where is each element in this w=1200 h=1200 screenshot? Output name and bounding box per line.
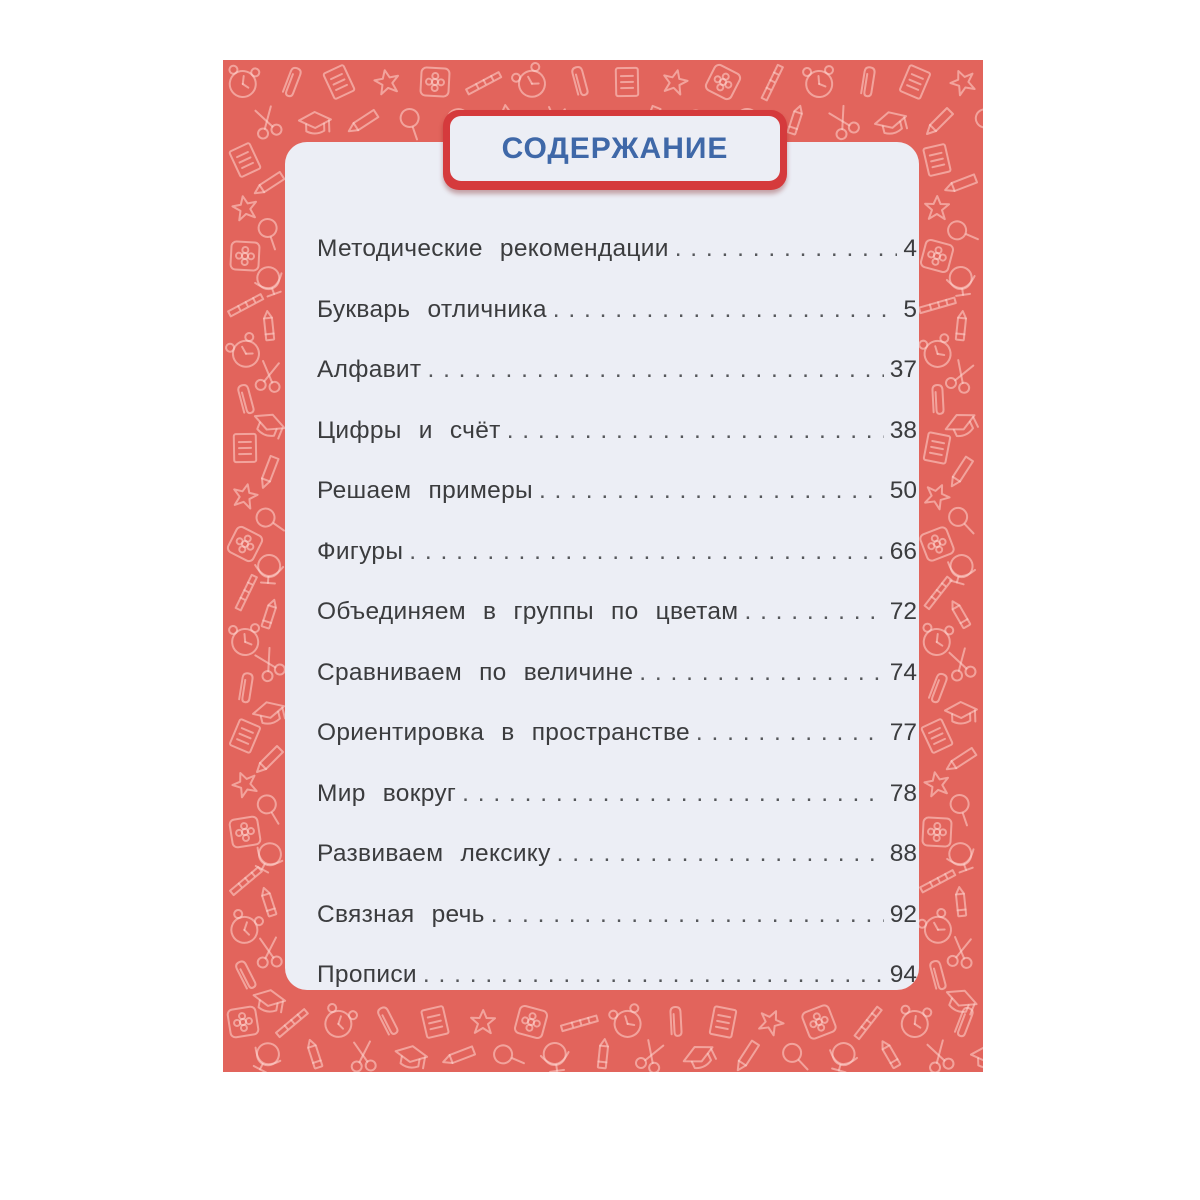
alarm-clock-icon <box>226 909 264 947</box>
toc-entry <box>317 417 917 453</box>
toc-entry-title: Цифры и счёт <box>317 416 501 444</box>
toc-page-number: 88 <box>889 840 917 867</box>
pencil-icon <box>927 108 953 134</box>
graduation-cap-icon <box>680 1040 718 1072</box>
pencil-icon <box>349 106 380 137</box>
globe-icon <box>945 265 977 297</box>
book-page <box>223 60 983 1072</box>
paperclip-icon <box>235 960 257 990</box>
star-icon <box>471 1010 495 1033</box>
scissors-icon <box>350 1041 376 1072</box>
alarm-clock-icon <box>803 66 836 99</box>
paperclip-icon <box>282 67 302 98</box>
toc-entry <box>317 598 917 634</box>
toc-entry-title: Объединяем в группы по цветам <box>317 598 739 625</box>
alarm-clock-icon <box>917 908 958 949</box>
toc-leader-dots <box>409 538 883 566</box>
alarm-clock-icon <box>320 1003 358 1041</box>
toc-page-number: 38 <box>889 416 917 444</box>
alarm-clock-icon <box>229 624 262 657</box>
toc-entry-title: Сравниваем по величине <box>317 658 634 686</box>
alarm-clock-icon <box>608 1003 645 1040</box>
toc-entry <box>317 780 917 816</box>
toc-entry-title: Ориентировка в пространстве <box>317 719 690 746</box>
graduation-cap-icon <box>251 987 286 1014</box>
alarm-clock-icon <box>898 1005 931 1038</box>
graduation-cap-icon <box>393 1043 428 1070</box>
scissors-icon <box>255 360 283 392</box>
paperclip-icon <box>377 1006 399 1036</box>
crayon-icon <box>306 1039 323 1069</box>
toc-entry-title: Фигуры <box>317 537 404 565</box>
graduation-cap-icon <box>971 1045 983 1068</box>
scissors-icon <box>946 647 977 681</box>
notebook-icon <box>323 65 355 100</box>
alarm-clock-icon <box>511 62 552 103</box>
toc-entry <box>317 296 917 332</box>
notebook-icon <box>710 1006 737 1038</box>
toc-leader-dots <box>639 659 883 687</box>
ruler-icon <box>851 1006 884 1039</box>
scissors-icon <box>252 105 283 139</box>
notebook-icon <box>229 143 261 178</box>
flower-icon <box>420 67 449 96</box>
star-icon <box>373 68 401 95</box>
scissors-icon <box>256 937 282 968</box>
graduation-cap-icon <box>945 701 978 724</box>
toc-entry-title: Прописи <box>317 961 417 988</box>
crayon-icon <box>261 599 278 629</box>
star-icon <box>947 66 978 97</box>
toc-entry-title: Алфавит <box>317 356 422 383</box>
notebook-icon <box>234 434 256 462</box>
toc-entry-title: Решаем примеры <box>317 477 533 504</box>
toc-leader-dots <box>427 356 883 384</box>
toc-leader-dots <box>696 719 884 747</box>
magnifier-icon <box>949 508 975 534</box>
toc-page-number: 77 <box>889 719 917 746</box>
toc-entry <box>317 961 917 997</box>
magnifier-icon <box>945 216 978 249</box>
toc-page-number: 78 <box>889 779 917 807</box>
scissors-icon <box>945 359 977 394</box>
scissors-icon <box>947 936 975 968</box>
toc-entry <box>317 901 917 937</box>
crayon-icon <box>263 311 274 341</box>
magnifier-icon <box>255 506 284 535</box>
globe-icon <box>248 1038 286 1072</box>
ruler-icon <box>227 287 264 324</box>
ruler-icon <box>919 863 956 900</box>
notebook-icon <box>229 719 260 753</box>
page-title: СОДЕРЖАНИЕ <box>501 131 729 165</box>
notebook-icon <box>421 1006 449 1038</box>
paperclip-icon <box>861 67 875 97</box>
toc-leader-dots <box>423 961 884 989</box>
toc-leader-dots <box>744 598 883 626</box>
toc-entry-title: Методические рекомендации <box>317 235 669 262</box>
pencil-icon <box>732 1039 763 1070</box>
star-icon <box>921 480 952 511</box>
globe-icon <box>539 1041 571 1072</box>
globe-icon <box>943 552 978 587</box>
ruler-icon <box>227 574 265 612</box>
magnifier-icon <box>491 1040 524 1072</box>
paperclip-icon <box>928 673 948 704</box>
graduation-cap-icon <box>299 111 332 134</box>
ruler-icon <box>753 64 791 102</box>
pencil-icon <box>946 455 977 486</box>
notebook-icon <box>923 144 951 176</box>
toc-page-number: 74 <box>889 658 917 686</box>
scissors-icon <box>826 104 861 141</box>
toc-entry-title: Развиваем лексику <box>317 840 551 867</box>
toc-page-number: 94 <box>889 961 917 988</box>
pencil-icon <box>947 744 978 775</box>
graduation-cap-icon <box>873 108 909 137</box>
alarm-clock-icon <box>918 333 955 370</box>
toc-leader-dots <box>491 901 884 929</box>
star-icon <box>923 770 951 797</box>
toc-leader-dots <box>675 235 898 263</box>
toc-entry <box>317 235 917 271</box>
notebook-icon <box>899 65 930 99</box>
title-plate <box>450 116 780 181</box>
toc-leader-dots <box>557 840 884 868</box>
toc-entry <box>317 477 917 513</box>
crayon-icon <box>949 599 970 628</box>
scissors-icon <box>252 646 287 683</box>
star-icon <box>755 1006 786 1037</box>
graduation-cap-icon <box>942 985 980 1017</box>
scissors-icon <box>635 1039 667 1072</box>
notebook-icon <box>921 719 953 754</box>
flower-icon <box>226 525 264 563</box>
paperclip-icon <box>670 1007 682 1036</box>
title-frame <box>443 110 787 190</box>
toc-entry <box>317 659 917 695</box>
paperclip-icon <box>237 384 254 415</box>
star-icon <box>229 768 260 799</box>
alarm-clock-icon <box>226 65 259 98</box>
flower-icon <box>227 1006 259 1038</box>
flower-icon <box>920 239 954 273</box>
toc-entry <box>317 840 917 876</box>
ruler-icon <box>230 865 263 898</box>
toc-leader-dots <box>539 477 884 505</box>
flower-icon <box>514 1005 548 1039</box>
ruler-icon <box>921 576 954 609</box>
ruler-icon <box>917 285 958 326</box>
star-icon <box>231 194 259 221</box>
toc-leader-dots <box>462 780 884 808</box>
toc-page-number: 50 <box>889 477 917 504</box>
toc-page-number: 92 <box>889 900 917 928</box>
toc-entry-title: Букварь отличника <box>317 295 547 323</box>
toc-page-number: 66 <box>889 537 917 565</box>
paperclip-icon <box>929 960 946 991</box>
crayon-icon <box>260 887 277 917</box>
toc-page-number: 37 <box>889 356 917 383</box>
magnifier-icon <box>972 107 983 137</box>
flower-icon <box>801 1004 837 1040</box>
star-icon <box>231 482 260 510</box>
toc-entry <box>317 356 917 392</box>
globe-icon <box>825 1040 860 1072</box>
notebook-icon <box>616 68 638 96</box>
toc-leader-dots <box>553 296 898 324</box>
crayon-icon <box>787 105 804 135</box>
magnifier-icon <box>254 793 284 823</box>
crayon-icon <box>598 1039 609 1069</box>
notebook-icon <box>924 432 951 464</box>
alarm-clock-icon <box>920 623 953 656</box>
flower-icon <box>922 817 951 846</box>
alarm-clock-icon <box>225 332 266 373</box>
ruler-icon <box>559 1003 600 1044</box>
flower-icon <box>229 816 261 848</box>
star-icon <box>925 196 949 219</box>
star-icon <box>661 68 690 96</box>
toc-entry <box>317 538 917 574</box>
paperclip-icon <box>932 385 944 414</box>
paperclip-icon <box>239 673 253 703</box>
toc-page-number: 4 <box>903 235 917 262</box>
magnifier-icon <box>783 1044 809 1070</box>
crayon-icon <box>956 311 967 341</box>
paperclip-icon <box>571 66 588 97</box>
flower-icon <box>919 526 955 562</box>
toc-entry-title: Мир вокруг <box>317 779 457 807</box>
toc-entry <box>317 719 917 755</box>
crayon-icon <box>879 1039 900 1068</box>
pencil-icon <box>443 1038 477 1072</box>
flower-icon <box>704 63 742 101</box>
crayon-icon <box>955 887 966 917</box>
toc-page-number: 72 <box>889 598 917 625</box>
magnifier-icon <box>395 106 428 139</box>
scissors-icon <box>924 1039 955 1072</box>
pencil-icon <box>255 168 286 199</box>
toc-leader-dots <box>507 417 884 445</box>
toc-entry-title: Связная речь <box>317 900 485 928</box>
ruler-icon <box>465 65 502 102</box>
globe-icon <box>254 554 284 584</box>
toc-page-number: 5 <box>903 295 917 323</box>
graduation-cap-icon <box>251 698 287 727</box>
pencil-icon <box>252 454 286 488</box>
pencil-icon <box>257 746 283 772</box>
flower-icon <box>230 241 259 270</box>
